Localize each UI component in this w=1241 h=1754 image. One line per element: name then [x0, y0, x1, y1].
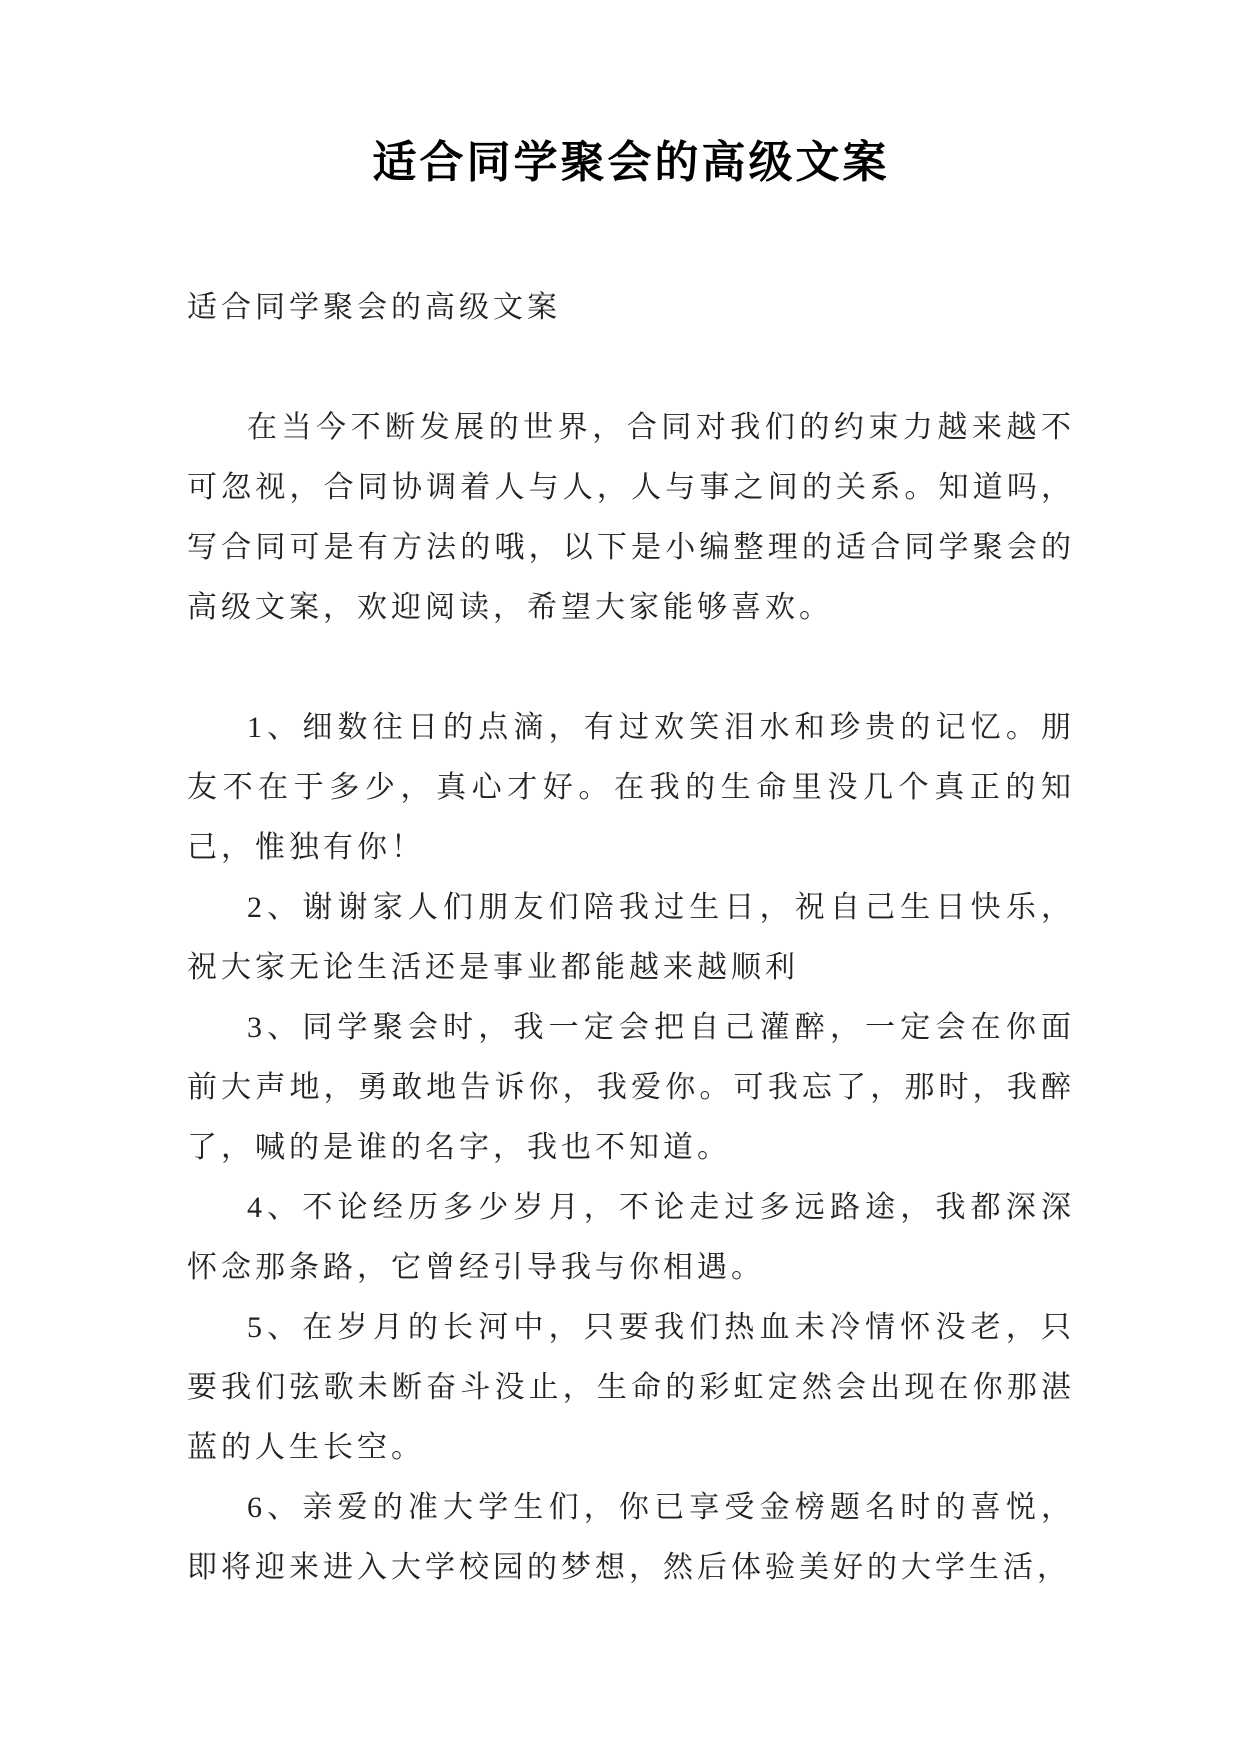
list-item-paragraph-5: 5、在岁月的长河中，只要我们热血未冷情怀没老，只要我们弦歌未断奋斗没止，生命的彩虹定然会出现在你那湛蓝的人生长空。 [187, 1310, 1075, 1464]
list-item-paragraph-6: 6、亲爱的准大学生们，你已享受金榜题名时的喜悦，即将迎来进入大学校园的梦想，然后体验美好的大学生活， [187, 1490, 1075, 1584]
document-subtitle: 适合同学聚会的高级文案 [187, 290, 561, 324]
list-item-paragraph-1: 1、细数往日的点滴，有过欢笑泪水和珍贵的记忆。朋友不在于多少，真心才好。在我的生命里没几个真正的知己，惟独有你！ [187, 710, 1075, 864]
list-item-paragraph-4: 4、不论经历多少岁月，不论走过多远路途，我都深深怀念那条路，它曾经引导我与你相遇。 [187, 1190, 1075, 1284]
intro-paragraph: 在当今不断发展的世界，合同对我们的约束力越来越不可忽视，合同协调着人与人，人与事之间的关系。知道吗，写合同可是有方法的哦，以下是小编整理的适合同学聚会的高级文案，欢迎阅读，希望大家能够喜欢。 [187, 410, 1075, 624]
document-title: 适合同学聚会的高级文案 [372, 138, 890, 187]
list-item-paragraph-3: 3、同学聚会时，我一定会把自己灌醉，一定会在你面前大声地，勇敢地告诉你，我爱你。可我忘了，那时，我醉了，喊的是谁的名字，我也不知道。 [187, 1010, 1075, 1164]
list-item-paragraph-2: 2、谢谢家人们朋友们陪我过生日，祝自己生日快乐，祝大家无论生活还是事业都能越来越顺利 [187, 890, 1075, 984]
